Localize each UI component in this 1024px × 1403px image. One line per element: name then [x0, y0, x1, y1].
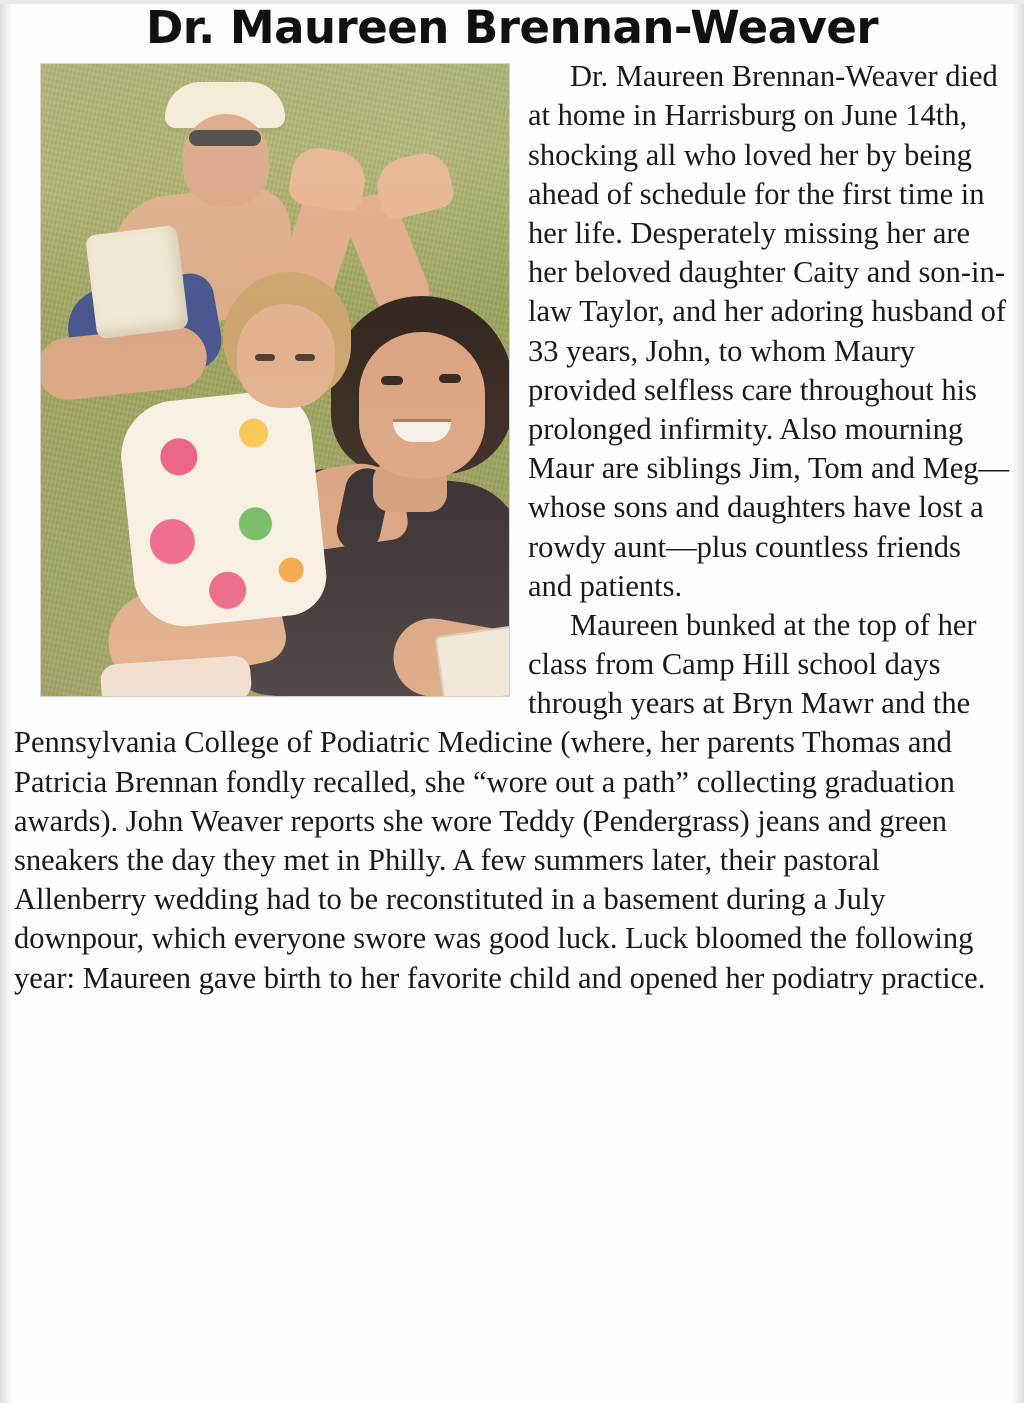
child-face	[237, 304, 335, 408]
newspaper	[435, 624, 510, 697]
obituary-page	[0, 1, 1024, 1403]
woman-face	[359, 332, 485, 478]
obituary-paragraph: Dr. Maureen Brennan-Weaver died at home in Harrisburg on June 14th, shocking all who loved her by being ahead of schedule for the first time in her life. Desperately missing her are her beloved daughter Caity and son-in-law Taylor, and her adoring husband of 33 years, John, to whom Maury provided selfless care throughout his prolonged infirmity. Also mourning Maur are siblings Jim, Tom and Meg—whose sons and daughters have lost a rowdy aunt—plus countless friends and patients.	[528, 59, 1010, 603]
obituary-paragraph: Maureen bunked at the top of her class from Camp Hill school days through years at Bryn Mawr and the Pennsylvania College of Podiatric Medicine (where, her parents Thomas and Patricia Brennan fondly recalled, she “wore out a path” collecting graduation awards). John Weaver reports she wore Teddy (Pendergrass) jeans and green sneakers the day they met in Philly. A few summers later, their pastoral Allenberry wedding had to be reconstituted in a basement during a July downpour, which everyone swore was good luck. Luck bloomed the following year: Maureen gave birth to her favorite child and opened her podiatry practice.	[14, 607, 986, 995]
obituary-photo	[40, 63, 510, 697]
page-title: Dr. Maureen Brennan-Weaver	[145, 1, 879, 54]
child-floral-swimsuit	[116, 387, 331, 632]
beach-bag	[85, 225, 189, 339]
sunglasses	[189, 130, 261, 146]
